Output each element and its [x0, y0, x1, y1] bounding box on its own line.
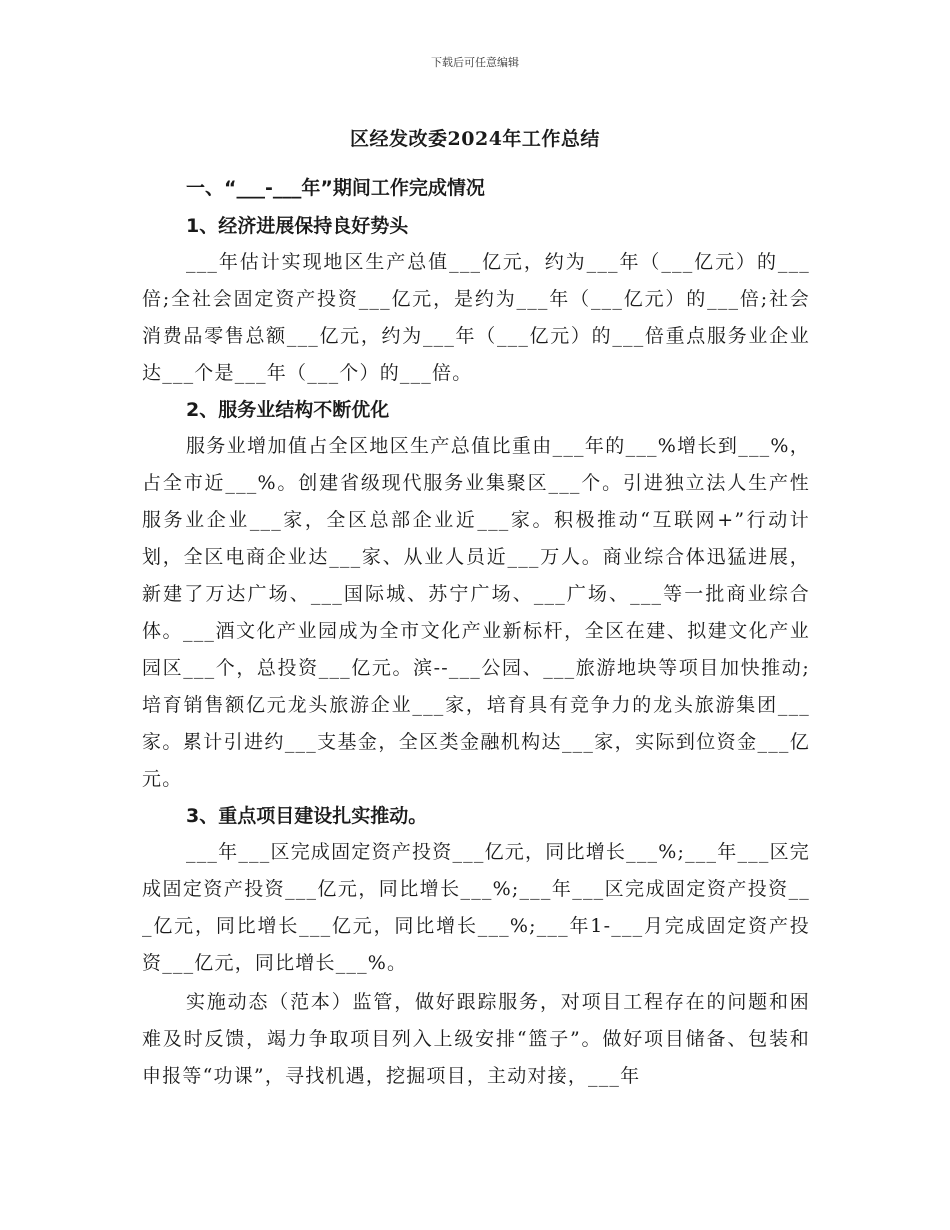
subsection-heading-1: 1、经济进展保持良好势头	[186, 215, 409, 237]
subsection-heading-2: 2、服务业结构不断优化	[186, 399, 390, 421]
document-body	[142, 170, 810, 1095]
paragraph-supervision: 实施动态（范本）监管，做好跟踪服务，对项目工程存在的问题和困难及时反馈，竭力争取项目列入上级安排“篮子”。做好项目储备、包装和申报等“功课”，寻找机遇，挖掘项目，主动对接，___年	[142, 991, 810, 1087]
document-title: 区经发改委2024年工作总结	[350, 128, 600, 150]
section-heading-1: 一、“___-___年”期间工作完成情况	[186, 177, 485, 199]
page-header-note: 下载后可任意编辑	[431, 56, 519, 69]
paragraph-investment: ___年___区完成固定资产投资___亿元，同比增长___%;___年___区完成固定资产投资___亿元，同比增长___%;___年___区完成固定资产投资___亿元，同比增长___亿元，同比增长___%;___年1-___月完成固定资产投资___亿元，同比增长___%。	[142, 841, 810, 974]
paragraph-economy: ___年估计实现地区生产总值___亿元，约为___年（___亿元）的___倍;全社会固定资产投资___亿元，是约为___年（___亿元）的___倍;社会消费品零售总额___亿元，约为___年（___亿元）的___倍重点服务业企业达___个是___年（___个）的___倍。	[142, 251, 810, 384]
paragraph-services: 服务业增加值占全区地区生产总值比重由___年的___%增长到___%，占全市近___%。创建省级现代服务业集聚区___个。引进独立法人生产性服务业企业___家，全区总部企业近___家。积极推动“互联网+”行动计划，全区电商企业达___家、从业人员近___万人。商业综合体迅猛进展，新建了万达广场、___国际城、苏宁广场、___广场、___等一批商业综合体。___酒文化产业园成为全市文化产业新标杆，全区在建、拟建文化产业园区___个，总投资___亿元。滨--___公园、___旅游地块等项目加快推动;培育销售额亿元龙头旅游企业___家，培育具有竞争力的龙头旅游集团___家。累计引进约___支基金，全区类金融机构达___家，实际到位资金___亿元。	[142, 435, 810, 790]
subsection-heading-3: 3、重点项目建设扎实推动。	[186, 805, 428, 827]
